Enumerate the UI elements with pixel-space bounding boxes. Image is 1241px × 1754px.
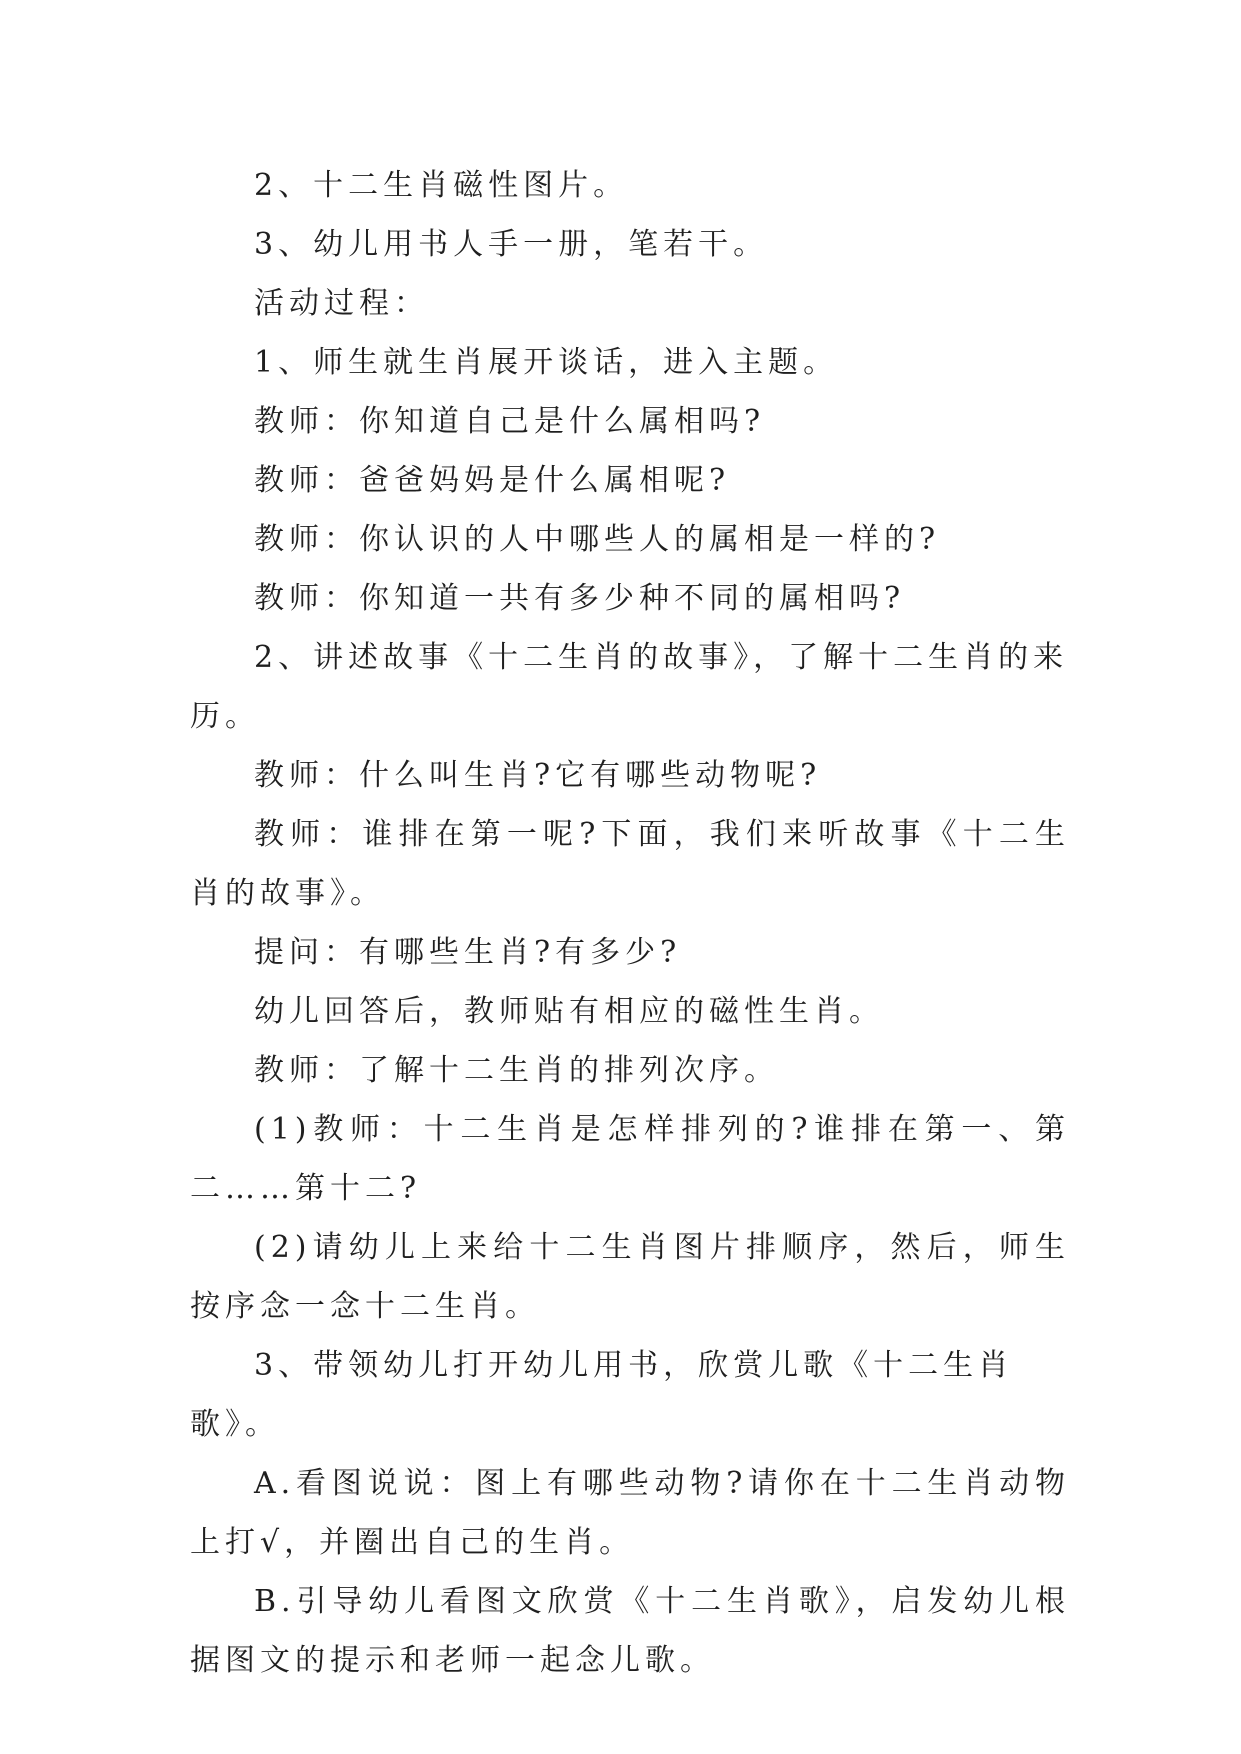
document-body [190, 156, 1070, 1690]
paragraph-step-2: 2、讲述故事《十二生肖的故事》，了解十二生肖的来历。 [190, 640, 1069, 734]
paragraph-materials-3: 3、幼儿用书人手一册，笔若干。 [254, 227, 769, 262]
paragraph-step-1: 1、师生就生肖展开谈话，进入主题。 [254, 345, 839, 380]
paragraph-item-a: A.看图说说：图上有哪些动物?请你在十二生肖动物上打√，并圈出自己的生肖。 [190, 1466, 1070, 1560]
paragraph-step-3: 3、带领幼儿打开幼儿用书，欣赏儿歌《十二生肖歌》。 [190, 1348, 1014, 1442]
paragraph-teacher-question-2: 教师：爸爸妈妈是什么属相呢? [254, 463, 731, 498]
section-heading-process: 活动过程： [254, 286, 429, 321]
paragraph-children-answer: 幼儿回答后，教师贴有相应的磁性生肖。 [254, 994, 884, 1029]
paragraph-teacher-question-5: 教师：什么叫生肖?它有哪些动物呢? [254, 758, 822, 793]
paragraph-teacher-question-4: 教师：你知道一共有多少种不同的属相吗? [254, 581, 906, 616]
paragraph-teacher-story: 教师：谁排在第一呢?下面，我们来听故事《十二生肖的故事》。 [190, 817, 1070, 911]
paragraph-sub-1: (1)教师：十二生肖是怎样排列的?谁排在第一、第二……第十二? [190, 1112, 1070, 1206]
paragraph-teacher-order: 教师：了解十二生肖的排列次序。 [254, 1053, 779, 1088]
paragraph-materials-2: 2、十二生肖磁性图片。 [254, 168, 629, 203]
paragraph-sub-2: (2)请幼儿上来给十二生肖图片排顺序，然后，师生按序念一念十二生肖。 [190, 1230, 1070, 1324]
paragraph-teacher-question-1: 教师：你知道自己是什么属相吗? [254, 404, 766, 439]
paragraph-ask: 提问：有哪些生肖?有多少? [254, 935, 682, 970]
paragraph-teacher-question-3: 教师：你认识的人中哪些人的属相是一样的? [254, 522, 941, 557]
paragraph-item-b: B.引导幼儿看图文欣赏《十二生肖歌》，启发幼儿根据图文的提示和老师一起念儿歌。 [190, 1584, 1070, 1678]
